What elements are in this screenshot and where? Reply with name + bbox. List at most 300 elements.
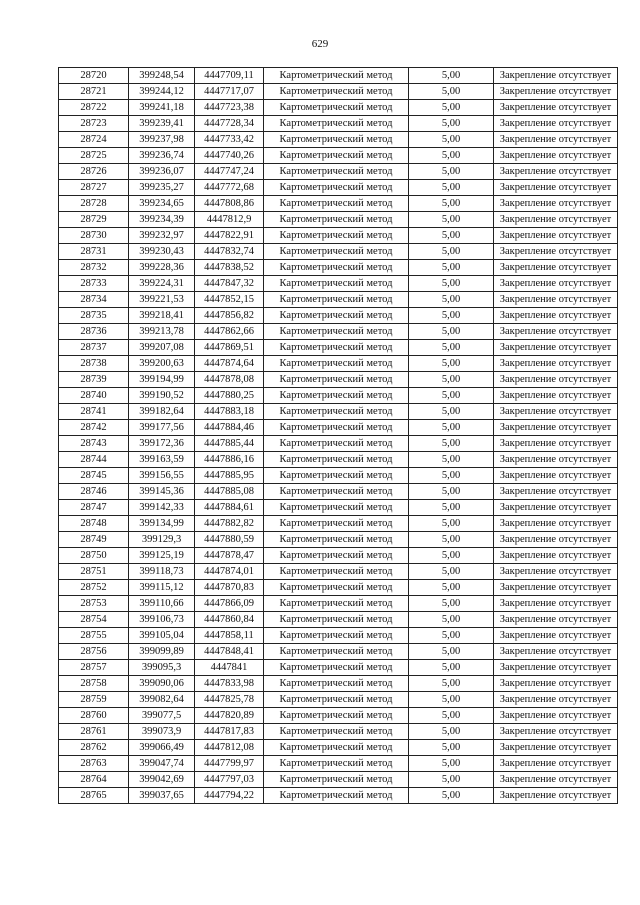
x-coordinate-cell: 399234,65 (129, 196, 195, 212)
fixation-cell: Закрепление отсутствует (494, 660, 618, 676)
point-number-cell: 28727 (59, 180, 129, 196)
accuracy-cell: 5,00 (409, 468, 494, 484)
y-coordinate-cell: 4447841 (195, 660, 264, 676)
method-cell: Картометрический метод (264, 724, 409, 740)
method-cell: Картометрический метод (264, 532, 409, 548)
y-coordinate-cell: 4447740,26 (195, 148, 264, 164)
point-number-cell: 28751 (59, 564, 129, 580)
table-row (59, 100, 618, 116)
accuracy-cell: 5,00 (409, 260, 494, 276)
point-number-cell: 28736 (59, 324, 129, 340)
y-coordinate-cell: 4447885,44 (195, 436, 264, 452)
method-cell: Картометрический метод (264, 788, 409, 804)
fixation-cell: Закрепление отсутствует (494, 708, 618, 724)
accuracy-cell: 5,00 (409, 484, 494, 500)
accuracy-cell: 5,00 (409, 500, 494, 516)
method-cell: Картометрический метод (264, 692, 409, 708)
accuracy-cell: 5,00 (409, 276, 494, 292)
table-row (59, 276, 618, 292)
table-row (59, 452, 618, 468)
x-coordinate-cell: 399190,52 (129, 388, 195, 404)
accuracy-cell: 5,00 (409, 100, 494, 116)
method-cell: Картометрический метод (264, 116, 409, 132)
x-coordinate-cell: 399106,73 (129, 612, 195, 628)
table-row (59, 468, 618, 484)
table-row (59, 164, 618, 180)
accuracy-cell: 5,00 (409, 420, 494, 436)
y-coordinate-cell: 4447825,78 (195, 692, 264, 708)
y-coordinate-cell: 4447799,97 (195, 756, 264, 772)
fixation-cell: Закрепление отсутствует (494, 628, 618, 644)
accuracy-cell: 5,00 (409, 372, 494, 388)
x-coordinate-cell: 399200,63 (129, 356, 195, 372)
y-coordinate-cell: 4447833,98 (195, 676, 264, 692)
accuracy-cell: 5,00 (409, 308, 494, 324)
y-coordinate-cell: 4447709,11 (195, 68, 264, 84)
x-coordinate-cell: 399110,66 (129, 596, 195, 612)
y-coordinate-cell: 4447847,32 (195, 276, 264, 292)
point-number-cell: 28738 (59, 356, 129, 372)
table-row (59, 260, 618, 276)
y-coordinate-cell: 4447717,07 (195, 84, 264, 100)
point-number-cell: 28754 (59, 612, 129, 628)
point-number-cell: 28752 (59, 580, 129, 596)
y-coordinate-cell: 4447812,9 (195, 212, 264, 228)
x-coordinate-cell: 399099,89 (129, 644, 195, 660)
table-row (59, 772, 618, 788)
point-number-cell: 28735 (59, 308, 129, 324)
table-row (59, 340, 618, 356)
fixation-cell: Закрепление отсутствует (494, 372, 618, 388)
point-number-cell: 28730 (59, 228, 129, 244)
table-row (59, 324, 618, 340)
y-coordinate-cell: 4447747,24 (195, 164, 264, 180)
fixation-cell: Закрепление отсутствует (494, 644, 618, 660)
table-row (59, 724, 618, 740)
method-cell: Картометрический метод (264, 260, 409, 276)
point-number-cell: 28733 (59, 276, 129, 292)
point-number-cell: 28748 (59, 516, 129, 532)
method-cell: Картометрический метод (264, 708, 409, 724)
fixation-cell: Закрепление отсутствует (494, 676, 618, 692)
fixation-cell: Закрепление отсутствует (494, 548, 618, 564)
x-coordinate-cell: 399047,74 (129, 756, 195, 772)
point-number-cell: 28760 (59, 708, 129, 724)
x-coordinate-cell: 399134,99 (129, 516, 195, 532)
x-coordinate-cell: 399077,5 (129, 708, 195, 724)
y-coordinate-cell: 4447858,11 (195, 628, 264, 644)
y-coordinate-cell: 4447848,41 (195, 644, 264, 660)
fixation-cell: Закрепление отсутствует (494, 324, 618, 340)
accuracy-cell: 5,00 (409, 324, 494, 340)
method-cell: Картометрический метод (264, 612, 409, 628)
accuracy-cell: 5,00 (409, 788, 494, 804)
coordinates-table-body (59, 68, 618, 804)
y-coordinate-cell: 4447870,83 (195, 580, 264, 596)
y-coordinate-cell: 4447886,16 (195, 452, 264, 468)
x-coordinate-cell: 399082,64 (129, 692, 195, 708)
y-coordinate-cell: 4447728,34 (195, 116, 264, 132)
table-row (59, 244, 618, 260)
table-row (59, 356, 618, 372)
point-number-cell: 28732 (59, 260, 129, 276)
table-row (59, 580, 618, 596)
fixation-cell: Закрепление отсутствует (494, 388, 618, 404)
accuracy-cell: 5,00 (409, 388, 494, 404)
accuracy-cell: 5,00 (409, 436, 494, 452)
x-coordinate-cell: 399236,74 (129, 148, 195, 164)
method-cell: Картометрический метод (264, 660, 409, 676)
point-number-cell: 28725 (59, 148, 129, 164)
table-row (59, 484, 618, 500)
x-coordinate-cell: 399118,73 (129, 564, 195, 580)
fixation-cell: Закрепление отсутствует (494, 692, 618, 708)
accuracy-cell: 5,00 (409, 644, 494, 660)
x-coordinate-cell: 399248,54 (129, 68, 195, 84)
fixation-cell: Закрепление отсутствует (494, 244, 618, 260)
y-coordinate-cell: 4447878,08 (195, 372, 264, 388)
table-row (59, 612, 618, 628)
method-cell: Картометрический метод (264, 756, 409, 772)
point-number-cell: 28744 (59, 452, 129, 468)
accuracy-cell: 5,00 (409, 404, 494, 420)
fixation-cell: Закрепление отсутствует (494, 740, 618, 756)
table-row (59, 404, 618, 420)
table-row (59, 516, 618, 532)
method-cell: Картометрический метод (264, 196, 409, 212)
y-coordinate-cell: 4447866,09 (195, 596, 264, 612)
y-coordinate-cell: 4447820,89 (195, 708, 264, 724)
method-cell: Картометрический метод (264, 148, 409, 164)
x-coordinate-cell: 399241,18 (129, 100, 195, 116)
point-number-cell: 28757 (59, 660, 129, 676)
point-number-cell: 28742 (59, 420, 129, 436)
point-number-cell: 28765 (59, 788, 129, 804)
y-coordinate-cell: 4447860,84 (195, 612, 264, 628)
page-number: 629 (311, 38, 329, 50)
table-row (59, 548, 618, 564)
accuracy-cell: 5,00 (409, 596, 494, 612)
method-cell: Картометрический метод (264, 164, 409, 180)
method-cell: Картометрический метод (264, 180, 409, 196)
accuracy-cell: 5,00 (409, 132, 494, 148)
accuracy-cell: 5,00 (409, 724, 494, 740)
accuracy-cell: 5,00 (409, 708, 494, 724)
x-coordinate-cell: 399042,69 (129, 772, 195, 788)
x-coordinate-cell: 399095,3 (129, 660, 195, 676)
accuracy-cell: 5,00 (409, 564, 494, 580)
accuracy-cell: 5,00 (409, 356, 494, 372)
accuracy-cell: 5,00 (409, 148, 494, 164)
fixation-cell: Закрепление отсутствует (494, 212, 618, 228)
y-coordinate-cell: 4447856,82 (195, 308, 264, 324)
y-coordinate-cell: 4447878,47 (195, 548, 264, 564)
table-row (59, 756, 618, 772)
method-cell: Картометрический метод (264, 580, 409, 596)
x-coordinate-cell: 399182,64 (129, 404, 195, 420)
y-coordinate-cell: 4447885,08 (195, 484, 264, 500)
y-coordinate-cell: 4447832,74 (195, 244, 264, 260)
x-coordinate-cell: 399218,41 (129, 308, 195, 324)
point-number-cell: 28721 (59, 84, 129, 100)
table-row (59, 420, 618, 436)
table-row (59, 68, 618, 84)
x-coordinate-cell: 399037,65 (129, 788, 195, 804)
table-row (59, 564, 618, 580)
accuracy-cell: 5,00 (409, 164, 494, 180)
point-number-cell: 28739 (59, 372, 129, 388)
accuracy-cell: 5,00 (409, 292, 494, 308)
point-number-cell: 28758 (59, 676, 129, 692)
method-cell: Картометрический метод (264, 324, 409, 340)
point-number-cell: 28750 (59, 548, 129, 564)
x-coordinate-cell: 399115,12 (129, 580, 195, 596)
accuracy-cell: 5,00 (409, 516, 494, 532)
y-coordinate-cell: 4447880,25 (195, 388, 264, 404)
table-row (59, 228, 618, 244)
x-coordinate-cell: 399224,31 (129, 276, 195, 292)
point-number-cell: 28724 (59, 132, 129, 148)
fixation-cell: Закрепление отсутствует (494, 100, 618, 116)
table-row (59, 644, 618, 660)
x-coordinate-cell: 399228,36 (129, 260, 195, 276)
table-row (59, 196, 618, 212)
method-cell: Картометрический метод (264, 548, 409, 564)
fixation-cell: Закрепление отсутствует (494, 356, 618, 372)
fixation-cell: Закрепление отсутствует (494, 756, 618, 772)
x-coordinate-cell: 399221,53 (129, 292, 195, 308)
y-coordinate-cell: 4447852,15 (195, 292, 264, 308)
accuracy-cell: 5,00 (409, 660, 494, 676)
table-row (59, 708, 618, 724)
method-cell: Картометрический метод (264, 292, 409, 308)
coordinates-table (58, 67, 618, 804)
table-row (59, 84, 618, 100)
x-coordinate-cell: 399105,04 (129, 628, 195, 644)
y-coordinate-cell: 4447885,95 (195, 468, 264, 484)
point-number-cell: 28756 (59, 644, 129, 660)
x-coordinate-cell: 399129,3 (129, 532, 195, 548)
table-row (59, 372, 618, 388)
point-number-cell: 28764 (59, 772, 129, 788)
fixation-cell: Закрепление отсутствует (494, 452, 618, 468)
table-row (59, 148, 618, 164)
method-cell: Картометрический метод (264, 676, 409, 692)
y-coordinate-cell: 4447883,18 (195, 404, 264, 420)
method-cell: Картометрический метод (264, 212, 409, 228)
method-cell: Картометрический метод (264, 516, 409, 532)
x-coordinate-cell: 399172,36 (129, 436, 195, 452)
x-coordinate-cell: 399232,97 (129, 228, 195, 244)
accuracy-cell: 5,00 (409, 68, 494, 84)
table-row (59, 532, 618, 548)
x-coordinate-cell: 399073,9 (129, 724, 195, 740)
x-coordinate-cell: 399207,08 (129, 340, 195, 356)
method-cell: Картометрический метод (264, 356, 409, 372)
fixation-cell: Закрепление отсутствует (494, 68, 618, 84)
method-cell: Картометрический метод (264, 100, 409, 116)
fixation-cell: Закрепление отсутствует (494, 468, 618, 484)
fixation-cell: Закрепление отсутствует (494, 196, 618, 212)
accuracy-cell: 5,00 (409, 212, 494, 228)
fixation-cell: Закрепление отсутствует (494, 612, 618, 628)
table-row (59, 596, 618, 612)
table-row (59, 212, 618, 228)
fixation-cell: Закрепление отсутствует (494, 532, 618, 548)
point-number-cell: 28747 (59, 500, 129, 516)
y-coordinate-cell: 4447869,51 (195, 340, 264, 356)
point-number-cell: 28743 (59, 436, 129, 452)
accuracy-cell: 5,00 (409, 692, 494, 708)
x-coordinate-cell: 399239,41 (129, 116, 195, 132)
y-coordinate-cell: 4447812,08 (195, 740, 264, 756)
method-cell: Картометрический метод (264, 772, 409, 788)
fixation-cell: Закрепление отсутствует (494, 436, 618, 452)
table-row (59, 660, 618, 676)
method-cell: Картометрический метод (264, 228, 409, 244)
method-cell: Картометрический метод (264, 308, 409, 324)
point-number-cell: 28745 (59, 468, 129, 484)
accuracy-cell: 5,00 (409, 196, 494, 212)
y-coordinate-cell: 4447817,83 (195, 724, 264, 740)
method-cell: Картометрический метод (264, 244, 409, 260)
accuracy-cell: 5,00 (409, 580, 494, 596)
y-coordinate-cell: 4447862,66 (195, 324, 264, 340)
table-row (59, 436, 618, 452)
method-cell: Картометрический метод (264, 452, 409, 468)
x-coordinate-cell: 399235,27 (129, 180, 195, 196)
method-cell: Картометрический метод (264, 84, 409, 100)
table-row (59, 500, 618, 516)
table-row (59, 788, 618, 804)
point-number-cell: 28723 (59, 116, 129, 132)
point-number-cell: 28726 (59, 164, 129, 180)
method-cell: Картометрический метод (264, 484, 409, 500)
point-number-cell: 28749 (59, 532, 129, 548)
table-row (59, 740, 618, 756)
point-number-cell: 28746 (59, 484, 129, 500)
point-number-cell: 28734 (59, 292, 129, 308)
table-row (59, 692, 618, 708)
method-cell: Картометрический метод (264, 132, 409, 148)
method-cell: Картометрический метод (264, 740, 409, 756)
x-coordinate-cell: 399177,56 (129, 420, 195, 436)
point-number-cell: 28737 (59, 340, 129, 356)
method-cell: Картометрический метод (264, 436, 409, 452)
accuracy-cell: 5,00 (409, 532, 494, 548)
point-number-cell: 28755 (59, 628, 129, 644)
x-coordinate-cell: 399236,07 (129, 164, 195, 180)
y-coordinate-cell: 4447772,68 (195, 180, 264, 196)
accuracy-cell: 5,00 (409, 628, 494, 644)
fixation-cell: Закрепление отсутствует (494, 116, 618, 132)
x-coordinate-cell: 399142,33 (129, 500, 195, 516)
x-coordinate-cell: 399213,78 (129, 324, 195, 340)
y-coordinate-cell: 4447723,38 (195, 100, 264, 116)
fixation-cell: Закрепление отсутствует (494, 276, 618, 292)
point-number-cell: 28729 (59, 212, 129, 228)
fixation-cell: Закрепление отсутствует (494, 500, 618, 516)
table-row (59, 132, 618, 148)
accuracy-cell: 5,00 (409, 452, 494, 468)
fixation-cell: Закрепление отсутствует (494, 580, 618, 596)
y-coordinate-cell: 4447797,03 (195, 772, 264, 788)
point-number-cell: 28728 (59, 196, 129, 212)
y-coordinate-cell: 4447838,52 (195, 260, 264, 276)
fixation-cell: Закрепление отсутствует (494, 484, 618, 500)
accuracy-cell: 5,00 (409, 180, 494, 196)
fixation-cell: Закрепление отсутствует (494, 164, 618, 180)
table-row (59, 180, 618, 196)
fixation-cell: Закрепление отсутствует (494, 564, 618, 580)
table-row (59, 308, 618, 324)
method-cell: Картометрический метод (264, 68, 409, 84)
method-cell: Картометрический метод (264, 420, 409, 436)
x-coordinate-cell: 399237,98 (129, 132, 195, 148)
point-number-cell: 28761 (59, 724, 129, 740)
point-number-cell: 28759 (59, 692, 129, 708)
fixation-cell: Закрепление отсутствует (494, 132, 618, 148)
point-number-cell: 28762 (59, 740, 129, 756)
fixation-cell: Закрепление отсутствует (494, 260, 618, 276)
accuracy-cell: 5,00 (409, 244, 494, 260)
fixation-cell: Закрепление отсутствует (494, 788, 618, 804)
x-coordinate-cell: 399234,39 (129, 212, 195, 228)
method-cell: Картометрический метод (264, 628, 409, 644)
method-cell: Картометрический метод (264, 644, 409, 660)
fixation-cell: Закрепление отсутствует (494, 340, 618, 356)
point-number-cell: 28740 (59, 388, 129, 404)
fixation-cell: Закрепление отсутствует (494, 420, 618, 436)
fixation-cell: Закрепление отсутствует (494, 404, 618, 420)
y-coordinate-cell: 4447882,82 (195, 516, 264, 532)
x-coordinate-cell: 399125,19 (129, 548, 195, 564)
method-cell: Картометрический метод (264, 340, 409, 356)
y-coordinate-cell: 4447884,61 (195, 500, 264, 516)
x-coordinate-cell: 399090,06 (129, 676, 195, 692)
fixation-cell: Закрепление отсутствует (494, 228, 618, 244)
fixation-cell: Закрепление отсутствует (494, 772, 618, 788)
accuracy-cell: 5,00 (409, 756, 494, 772)
accuracy-cell: 5,00 (409, 772, 494, 788)
table-row (59, 388, 618, 404)
y-coordinate-cell: 4447884,46 (195, 420, 264, 436)
method-cell: Картометрический метод (264, 564, 409, 580)
fixation-cell: Закрепление отсутствует (494, 180, 618, 196)
accuracy-cell: 5,00 (409, 116, 494, 132)
method-cell: Картометрический метод (264, 500, 409, 516)
x-coordinate-cell: 399156,55 (129, 468, 195, 484)
y-coordinate-cell: 4447874,01 (195, 564, 264, 580)
accuracy-cell: 5,00 (409, 84, 494, 100)
accuracy-cell: 5,00 (409, 676, 494, 692)
table-row (59, 628, 618, 644)
x-coordinate-cell: 399145,36 (129, 484, 195, 500)
method-cell: Картометрический метод (264, 276, 409, 292)
fixation-cell: Закрепление отсутствует (494, 84, 618, 100)
method-cell: Картометрический метод (264, 388, 409, 404)
fixation-cell: Закрепление отсутствует (494, 308, 618, 324)
point-number-cell: 28731 (59, 244, 129, 260)
x-coordinate-cell: 399066,49 (129, 740, 195, 756)
point-number-cell: 28722 (59, 100, 129, 116)
point-number-cell: 28753 (59, 596, 129, 612)
table-row (59, 292, 618, 308)
fixation-cell: Закрепление отсутствует (494, 148, 618, 164)
point-number-cell: 28720 (59, 68, 129, 84)
fixation-cell: Закрепление отсутствует (494, 596, 618, 612)
x-coordinate-cell: 399194,99 (129, 372, 195, 388)
